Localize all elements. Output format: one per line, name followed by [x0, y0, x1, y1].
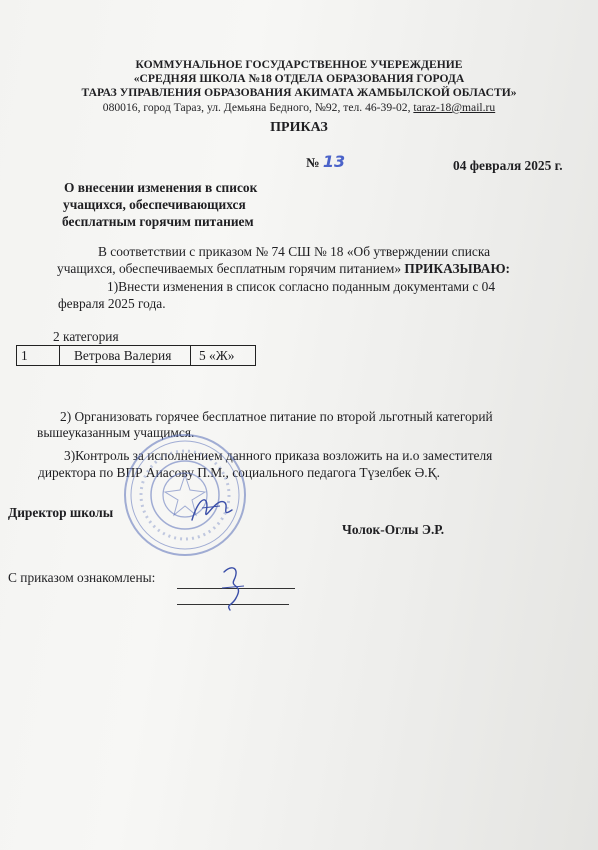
paragraph-1-line-1: В соответствии с приказом № 74 СШ № 18 «Об утверждении списка	[98, 244, 491, 259]
acquaintance-signature	[214, 560, 254, 612]
acquaintance-label: С приказом ознакомлены:	[8, 570, 156, 585]
student-name: Ветрова Валерия	[60, 346, 191, 366]
handwritten-number: 13	[322, 152, 346, 171]
subject-line-2: учащихся, обеспечивающихся	[63, 197, 246, 212]
order-keyword: ПРИКАЗЫВАЮ:	[404, 261, 510, 276]
paragraph-2-line-1: 1)Внести изменения в список согласно поданным документами с 04	[107, 279, 496, 294]
student-table	[16, 345, 256, 366]
paragraph-3-line-2: вышеуказанным учащимся.	[37, 425, 195, 440]
paragraph-4-line-2: директора по ВПР Аиасову П.М., социального педагога Түзелбек Ә.Қ.	[38, 465, 440, 480]
header-line-3: ТАРАЗ УПРАВЛЕНИЯ ОБРАЗОВАНИЯ АКИМАТА ЖАМБЫЛСКОЙ ОБЛАСТИ»	[81, 86, 517, 99]
row-number: 1	[17, 346, 60, 366]
paragraph-1-line-2	[57, 261, 510, 277]
header-line-1: КОММУНАЛЬНОЕ ГОСУДАРСТВЕННОЕ УЧЕРЕЖДЕНИЕ	[135, 58, 463, 71]
student-class: 5 «Ж»	[191, 346, 256, 366]
signature-position: Директор школы	[8, 505, 114, 520]
table-row	[17, 346, 256, 366]
email-link[interactable]: taraz-18@mail.ru	[413, 101, 496, 114]
paragraph-3-line-1: 2) Организовать горячее бесплатное питание по второй льготный категорий	[60, 409, 493, 424]
number-prefix: №	[306, 155, 320, 170]
signature-name: Чолок-Оглы Э.Р.	[342, 522, 445, 537]
subject-line-3: бесплатным горячим питанием	[62, 214, 254, 229]
category-label: 2 категория	[53, 329, 119, 344]
paragraph-4-line-1: 3)Контроль за исполнением данного приказа возложить на и.о заместителя	[64, 448, 493, 463]
paragraph-1-text: учащихся, обеспечиваемых бесплатным горячим питанием»	[57, 261, 402, 276]
paragraph-2-line-2: февраля 2025 года.	[58, 296, 166, 311]
order-number	[306, 152, 345, 171]
director-signature	[180, 488, 240, 528]
header-address	[0, 101, 598, 114]
header-line-2: «СРЕДНЯЯ ШКОЛА №18 ОТДЕЛА ОБРАЗОВАНИЯ ГОРОДА	[133, 72, 465, 85]
order-title: ПРИКАЗ	[270, 120, 328, 135]
address-text: 080016, город Тараз, ул. Демьяна Бедного, №92, тел. 46-39-02,	[102, 101, 411, 114]
order-date: 04 февраля 2025 г.	[453, 158, 563, 173]
subject-line-1: О внесении изменения в список	[64, 180, 258, 195]
